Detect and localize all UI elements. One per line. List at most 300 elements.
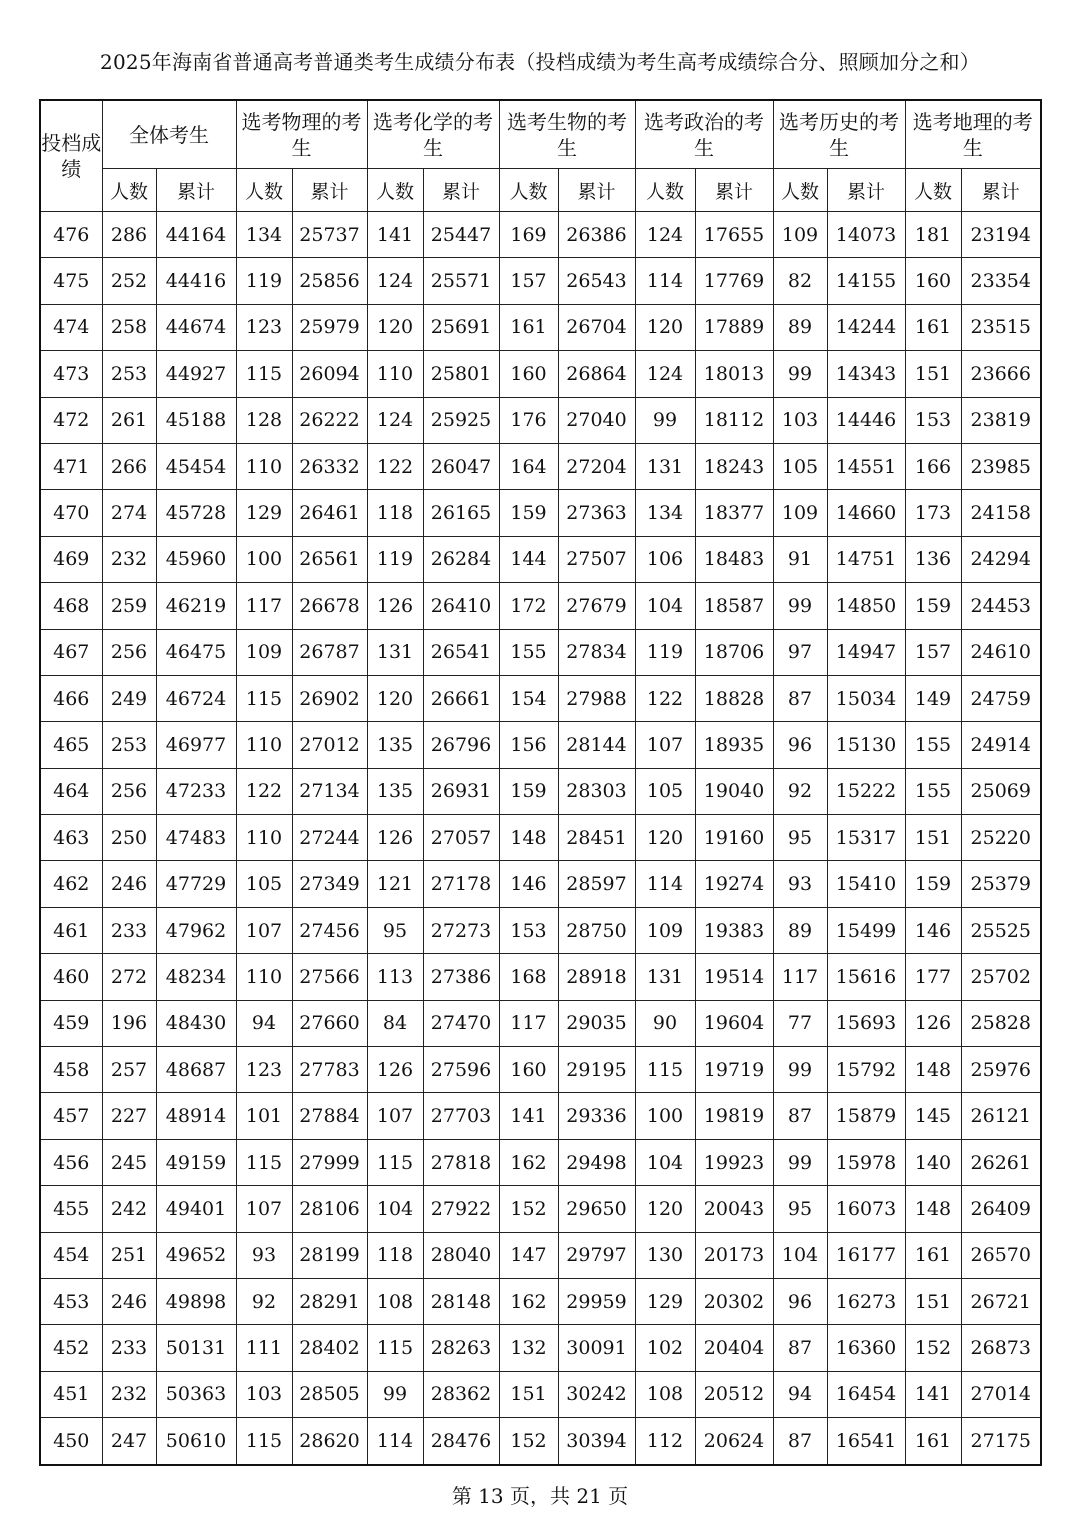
count-cell: 154 — [499, 675, 558, 721]
count-cell: 87 — [773, 1093, 827, 1139]
cumulative-cell: 15317 — [827, 815, 905, 861]
cumulative-cell: 18828 — [695, 675, 773, 721]
cumulative-cell: 28362 — [423, 1371, 499, 1417]
cumulative-cell: 25979 — [292, 304, 367, 350]
count-cell: 233 — [102, 1325, 156, 1371]
cumulative-cell: 27507 — [558, 536, 635, 582]
cumulative-cell: 25571 — [423, 258, 499, 304]
count-cell: 118 — [367, 1232, 423, 1278]
cumulative-cell: 26864 — [558, 351, 635, 397]
count-cell: 253 — [102, 351, 156, 397]
count-subheader: 人数 — [635, 169, 695, 212]
count-cell: 123 — [236, 304, 292, 350]
cumulative-cell: 15034 — [827, 675, 905, 721]
count-cell: 251 — [102, 1232, 156, 1278]
score-cell: 450 — [40, 1418, 102, 1465]
count-cell: 87 — [773, 1325, 827, 1371]
count-cell: 159 — [905, 861, 961, 907]
table-body — [40, 212, 1041, 1465]
cumulative-cell: 26121 — [961, 1093, 1041, 1139]
cumulative-cell: 15499 — [827, 907, 905, 953]
cumulative-cell: 27363 — [558, 490, 635, 536]
cumulative-cell: 14244 — [827, 304, 905, 350]
cumulative-cell: 26661 — [423, 675, 499, 721]
count-cell: 115 — [236, 675, 292, 721]
score-cell: 453 — [40, 1278, 102, 1324]
score-cell: 463 — [40, 815, 102, 861]
cumulative-cell: 25220 — [961, 815, 1041, 861]
cumulative-cell: 29959 — [558, 1278, 635, 1324]
count-cell: 99 — [367, 1371, 423, 1417]
count-cell: 106 — [635, 536, 695, 582]
count-cell: 99 — [773, 351, 827, 397]
count-cell: 93 — [773, 861, 827, 907]
cumulative-cell: 27834 — [558, 629, 635, 675]
count-cell: 84 — [367, 1000, 423, 1046]
cumulative-cell: 25069 — [961, 768, 1041, 814]
cumulative-cell: 28291 — [292, 1278, 367, 1324]
count-cell: 87 — [773, 675, 827, 721]
cumulative-cell: 27273 — [423, 907, 499, 953]
count-cell: 94 — [773, 1371, 827, 1417]
cumulative-cell: 27349 — [292, 861, 367, 907]
count-cell: 124 — [367, 258, 423, 304]
table-row — [40, 304, 1041, 350]
cumulative-cell: 24453 — [961, 583, 1041, 629]
cumulative-cell: 28918 — [558, 954, 635, 1000]
count-cell: 104 — [635, 583, 695, 629]
cumulative-cell: 18013 — [695, 351, 773, 397]
cumulative-cell: 19719 — [695, 1047, 773, 1093]
count-cell: 256 — [102, 629, 156, 675]
cumulative-cell: 44674 — [156, 304, 236, 350]
cumulative-cell: 25976 — [961, 1047, 1041, 1093]
group-header: 全体考生 — [102, 100, 236, 169]
cumulative-cell: 27057 — [423, 815, 499, 861]
group-header: 选考生物的考生 — [499, 100, 635, 169]
cumulative-cell: 23985 — [961, 443, 1041, 489]
count-cell: 253 — [102, 722, 156, 768]
score-cell: 452 — [40, 1325, 102, 1371]
count-cell: 101 — [236, 1093, 292, 1139]
cumulative-cell: 26386 — [558, 212, 635, 258]
count-cell: 130 — [635, 1232, 695, 1278]
cumulative-cell: 23194 — [961, 212, 1041, 258]
count-cell: 110 — [236, 722, 292, 768]
cumulative-cell: 44164 — [156, 212, 236, 258]
count-cell: 233 — [102, 907, 156, 953]
cumulative-cell: 27660 — [292, 1000, 367, 1046]
count-cell: 141 — [367, 212, 423, 258]
table-row — [40, 675, 1041, 721]
count-cell: 246 — [102, 1278, 156, 1324]
cumulative-cell: 26541 — [423, 629, 499, 675]
score-column-header: 投档成绩 — [40, 100, 102, 212]
count-cell: 113 — [367, 954, 423, 1000]
count-cell: 117 — [499, 1000, 558, 1046]
table-row — [40, 1278, 1041, 1324]
table-row — [40, 1325, 1041, 1371]
group-header: 选考化学的考生 — [367, 100, 499, 169]
table-row — [40, 1232, 1041, 1278]
cumulative-cell: 48430 — [156, 1000, 236, 1046]
cumulative-cell: 50610 — [156, 1418, 236, 1465]
cumulative-cell: 25702 — [961, 954, 1041, 1000]
cumulative-cell: 48914 — [156, 1093, 236, 1139]
cumulative-cell: 28750 — [558, 907, 635, 953]
count-subheader: 人数 — [905, 169, 961, 212]
cumulative-cell: 25447 — [423, 212, 499, 258]
count-cell: 100 — [236, 536, 292, 582]
score-cell: 474 — [40, 304, 102, 350]
cumulative-cell: 47233 — [156, 768, 236, 814]
count-cell: 259 — [102, 583, 156, 629]
cumulative-cell: 25525 — [961, 907, 1041, 953]
cumulative-cell: 15693 — [827, 1000, 905, 1046]
cumulative-cell: 27922 — [423, 1186, 499, 1232]
cumulative-subheader: 累计 — [695, 169, 773, 212]
group-header: 选考政治的考生 — [635, 100, 773, 169]
count-cell: 96 — [773, 722, 827, 768]
cumulative-cell: 47962 — [156, 907, 236, 953]
cumulative-cell: 25856 — [292, 258, 367, 304]
count-cell: 152 — [499, 1186, 558, 1232]
cumulative-cell: 45454 — [156, 443, 236, 489]
table-header — [40, 100, 1041, 212]
cumulative-cell: 26261 — [961, 1139, 1041, 1185]
table-row — [40, 629, 1041, 675]
cumulative-cell: 28620 — [292, 1418, 367, 1465]
count-cell: 146 — [499, 861, 558, 907]
cumulative-cell: 26796 — [423, 722, 499, 768]
cumulative-cell: 49898 — [156, 1278, 236, 1324]
count-cell: 107 — [367, 1093, 423, 1139]
cumulative-subheader: 累计 — [827, 169, 905, 212]
count-cell: 134 — [635, 490, 695, 536]
count-cell: 92 — [773, 768, 827, 814]
count-cell: 245 — [102, 1139, 156, 1185]
cumulative-cell: 26873 — [961, 1325, 1041, 1371]
count-cell: 135 — [367, 768, 423, 814]
count-cell: 110 — [367, 351, 423, 397]
cumulative-cell: 26332 — [292, 443, 367, 489]
count-cell: 115 — [236, 1139, 292, 1185]
cumulative-cell: 26410 — [423, 583, 499, 629]
cumulative-cell: 26409 — [961, 1186, 1041, 1232]
cumulative-cell: 23515 — [961, 304, 1041, 350]
count-cell: 161 — [905, 1418, 961, 1465]
score-cell: 465 — [40, 722, 102, 768]
cumulative-cell: 50363 — [156, 1371, 236, 1417]
table-row — [40, 536, 1041, 582]
cumulative-cell: 26787 — [292, 629, 367, 675]
count-cell: 151 — [499, 1371, 558, 1417]
count-cell: 176 — [499, 397, 558, 443]
cumulative-cell: 19383 — [695, 907, 773, 953]
cumulative-cell: 15792 — [827, 1047, 905, 1093]
cumulative-cell: 19819 — [695, 1093, 773, 1139]
cumulative-cell: 15616 — [827, 954, 905, 1000]
count-cell: 111 — [236, 1325, 292, 1371]
cumulative-cell: 28199 — [292, 1232, 367, 1278]
count-cell: 162 — [499, 1278, 558, 1324]
score-cell: 476 — [40, 212, 102, 258]
count-cell: 140 — [905, 1139, 961, 1185]
count-cell: 153 — [499, 907, 558, 953]
count-cell: 99 — [773, 1047, 827, 1093]
count-cell: 128 — [236, 397, 292, 443]
count-cell: 247 — [102, 1418, 156, 1465]
count-cell: 129 — [236, 490, 292, 536]
cumulative-cell: 19160 — [695, 815, 773, 861]
count-cell: 117 — [236, 583, 292, 629]
table-row — [40, 1139, 1041, 1185]
cumulative-cell: 28263 — [423, 1325, 499, 1371]
count-cell: 105 — [773, 443, 827, 489]
count-cell: 196 — [102, 1000, 156, 1046]
cumulative-cell: 27456 — [292, 907, 367, 953]
cumulative-cell: 27204 — [558, 443, 635, 489]
group-header: 选考历史的考生 — [773, 100, 905, 169]
cumulative-cell: 16454 — [827, 1371, 905, 1417]
count-cell: 152 — [499, 1418, 558, 1465]
count-cell: 151 — [905, 1278, 961, 1324]
table-row — [40, 351, 1041, 397]
count-cell: 136 — [905, 536, 961, 582]
cumulative-cell: 46475 — [156, 629, 236, 675]
count-cell: 126 — [367, 583, 423, 629]
score-cell: 464 — [40, 768, 102, 814]
count-cell: 95 — [367, 907, 423, 953]
count-cell: 99 — [773, 583, 827, 629]
cumulative-cell: 49401 — [156, 1186, 236, 1232]
cumulative-cell: 28451 — [558, 815, 635, 861]
count-cell: 148 — [499, 815, 558, 861]
count-cell: 156 — [499, 722, 558, 768]
score-cell: 458 — [40, 1047, 102, 1093]
count-cell: 131 — [367, 629, 423, 675]
count-cell: 258 — [102, 304, 156, 350]
score-cell: 471 — [40, 443, 102, 489]
count-cell: 153 — [905, 397, 961, 443]
count-cell: 115 — [236, 1418, 292, 1465]
cumulative-cell: 20512 — [695, 1371, 773, 1417]
cumulative-cell: 26561 — [292, 536, 367, 582]
cumulative-cell: 14660 — [827, 490, 905, 536]
cumulative-cell: 27783 — [292, 1047, 367, 1093]
count-cell: 119 — [635, 629, 695, 675]
score-cell: 473 — [40, 351, 102, 397]
score-cell: 461 — [40, 907, 102, 953]
count-cell: 110 — [236, 443, 292, 489]
cumulative-cell: 15879 — [827, 1093, 905, 1139]
count-cell: 95 — [773, 1186, 827, 1232]
cumulative-cell: 24294 — [961, 536, 1041, 582]
cumulative-cell: 20404 — [695, 1325, 773, 1371]
count-cell: 107 — [635, 722, 695, 768]
count-cell: 119 — [236, 258, 292, 304]
count-cell: 96 — [773, 1278, 827, 1324]
cumulative-cell: 27244 — [292, 815, 367, 861]
cumulative-cell: 25925 — [423, 397, 499, 443]
count-cell: 82 — [773, 258, 827, 304]
count-cell: 109 — [635, 907, 695, 953]
count-cell: 148 — [905, 1047, 961, 1093]
group-header: 选考物理的考生 — [236, 100, 367, 169]
count-cell: 91 — [773, 536, 827, 582]
count-cell: 257 — [102, 1047, 156, 1093]
count-cell: 272 — [102, 954, 156, 1000]
count-cell: 146 — [905, 907, 961, 953]
cumulative-cell: 18243 — [695, 443, 773, 489]
count-subheader: 人数 — [773, 169, 827, 212]
count-cell: 227 — [102, 1093, 156, 1139]
count-cell: 108 — [635, 1371, 695, 1417]
table-row — [40, 1371, 1041, 1417]
count-cell: 104 — [773, 1232, 827, 1278]
count-cell: 232 — [102, 536, 156, 582]
cumulative-cell: 44927 — [156, 351, 236, 397]
score-cell: 456 — [40, 1139, 102, 1185]
cumulative-cell: 44416 — [156, 258, 236, 304]
count-cell: 115 — [367, 1325, 423, 1371]
cumulative-cell: 30242 — [558, 1371, 635, 1417]
cumulative-cell: 15222 — [827, 768, 905, 814]
count-cell: 261 — [102, 397, 156, 443]
cumulative-cell: 15130 — [827, 722, 905, 768]
count-cell: 104 — [367, 1186, 423, 1232]
count-cell: 122 — [236, 768, 292, 814]
cumulative-cell: 27566 — [292, 954, 367, 1000]
count-cell: 110 — [236, 815, 292, 861]
cumulative-subheader: 累计 — [961, 169, 1041, 212]
cumulative-cell: 28505 — [292, 1371, 367, 1417]
count-cell: 159 — [499, 490, 558, 536]
cumulative-cell: 16273 — [827, 1278, 905, 1324]
count-subheader: 人数 — [236, 169, 292, 212]
count-cell: 92 — [236, 1278, 292, 1324]
count-cell: 164 — [499, 443, 558, 489]
count-cell: 89 — [773, 304, 827, 350]
count-cell: 124 — [367, 397, 423, 443]
cumulative-cell: 15410 — [827, 861, 905, 907]
cumulative-cell: 48234 — [156, 954, 236, 1000]
cumulative-cell: 27470 — [423, 1000, 499, 1046]
count-cell: 256 — [102, 768, 156, 814]
cumulative-cell: 14073 — [827, 212, 905, 258]
cumulative-subheader: 累计 — [423, 169, 499, 212]
cumulative-cell: 18587 — [695, 583, 773, 629]
count-cell: 252 — [102, 258, 156, 304]
cumulative-cell: 28402 — [292, 1325, 367, 1371]
cumulative-cell: 25828 — [961, 1000, 1041, 1046]
count-cell: 117 — [773, 954, 827, 1000]
count-cell: 105 — [236, 861, 292, 907]
count-cell: 157 — [499, 258, 558, 304]
count-cell: 161 — [905, 1232, 961, 1278]
cumulative-cell: 27178 — [423, 861, 499, 907]
score-cell: 451 — [40, 1371, 102, 1417]
count-cell: 131 — [635, 443, 695, 489]
cumulative-cell: 20173 — [695, 1232, 773, 1278]
cumulative-cell: 29195 — [558, 1047, 635, 1093]
cumulative-cell: 26570 — [961, 1232, 1041, 1278]
score-cell: 455 — [40, 1186, 102, 1232]
cumulative-cell: 30394 — [558, 1418, 635, 1465]
cumulative-cell: 14551 — [827, 443, 905, 489]
count-cell: 120 — [367, 304, 423, 350]
cumulative-cell: 26931 — [423, 768, 499, 814]
cumulative-cell: 26461 — [292, 490, 367, 536]
count-cell: 155 — [499, 629, 558, 675]
table-row — [40, 768, 1041, 814]
count-cell: 132 — [499, 1325, 558, 1371]
cumulative-cell: 20043 — [695, 1186, 773, 1232]
count-cell: 161 — [905, 304, 961, 350]
cumulative-cell: 26222 — [292, 397, 367, 443]
table-row — [40, 1047, 1041, 1093]
count-cell: 97 — [773, 629, 827, 675]
count-cell: 169 — [499, 212, 558, 258]
table-row — [40, 861, 1041, 907]
cumulative-cell: 25691 — [423, 304, 499, 350]
cumulative-cell: 28144 — [558, 722, 635, 768]
table-row — [40, 397, 1041, 443]
cumulative-cell: 29650 — [558, 1186, 635, 1232]
score-cell: 469 — [40, 536, 102, 582]
cumulative-cell: 18706 — [695, 629, 773, 675]
cumulative-cell: 45728 — [156, 490, 236, 536]
count-cell: 124 — [635, 351, 695, 397]
table-row — [40, 907, 1041, 953]
count-cell: 172 — [499, 583, 558, 629]
count-cell: 159 — [499, 768, 558, 814]
count-cell: 160 — [905, 258, 961, 304]
cumulative-cell: 24914 — [961, 722, 1041, 768]
cumulative-cell: 28303 — [558, 768, 635, 814]
cumulative-cell: 16177 — [827, 1232, 905, 1278]
cumulative-cell: 27012 — [292, 722, 367, 768]
count-cell: 105 — [635, 768, 695, 814]
count-cell: 119 — [367, 536, 423, 582]
cumulative-cell: 19604 — [695, 1000, 773, 1046]
score-distribution-table — [39, 99, 1042, 1466]
cumulative-cell: 20624 — [695, 1418, 773, 1465]
count-cell: 104 — [635, 1139, 695, 1185]
count-cell: 177 — [905, 954, 961, 1000]
cumulative-cell: 19040 — [695, 768, 773, 814]
table-row — [40, 1186, 1041, 1232]
cumulative-cell: 27988 — [558, 675, 635, 721]
cumulative-cell: 18112 — [695, 397, 773, 443]
count-cell: 162 — [499, 1139, 558, 1185]
count-cell: 77 — [773, 1000, 827, 1046]
cumulative-cell: 29498 — [558, 1139, 635, 1185]
cumulative-cell: 27596 — [423, 1047, 499, 1093]
count-cell: 124 — [635, 212, 695, 258]
count-cell: 120 — [635, 815, 695, 861]
count-cell: 126 — [905, 1000, 961, 1046]
cumulative-cell: 14343 — [827, 351, 905, 397]
count-cell: 115 — [236, 351, 292, 397]
table-row — [40, 212, 1041, 258]
cumulative-cell: 16360 — [827, 1325, 905, 1371]
cumulative-cell: 27884 — [292, 1093, 367, 1139]
count-cell: 242 — [102, 1186, 156, 1232]
count-cell: 103 — [773, 397, 827, 443]
cumulative-cell: 20302 — [695, 1278, 773, 1324]
count-cell: 90 — [635, 1000, 695, 1046]
